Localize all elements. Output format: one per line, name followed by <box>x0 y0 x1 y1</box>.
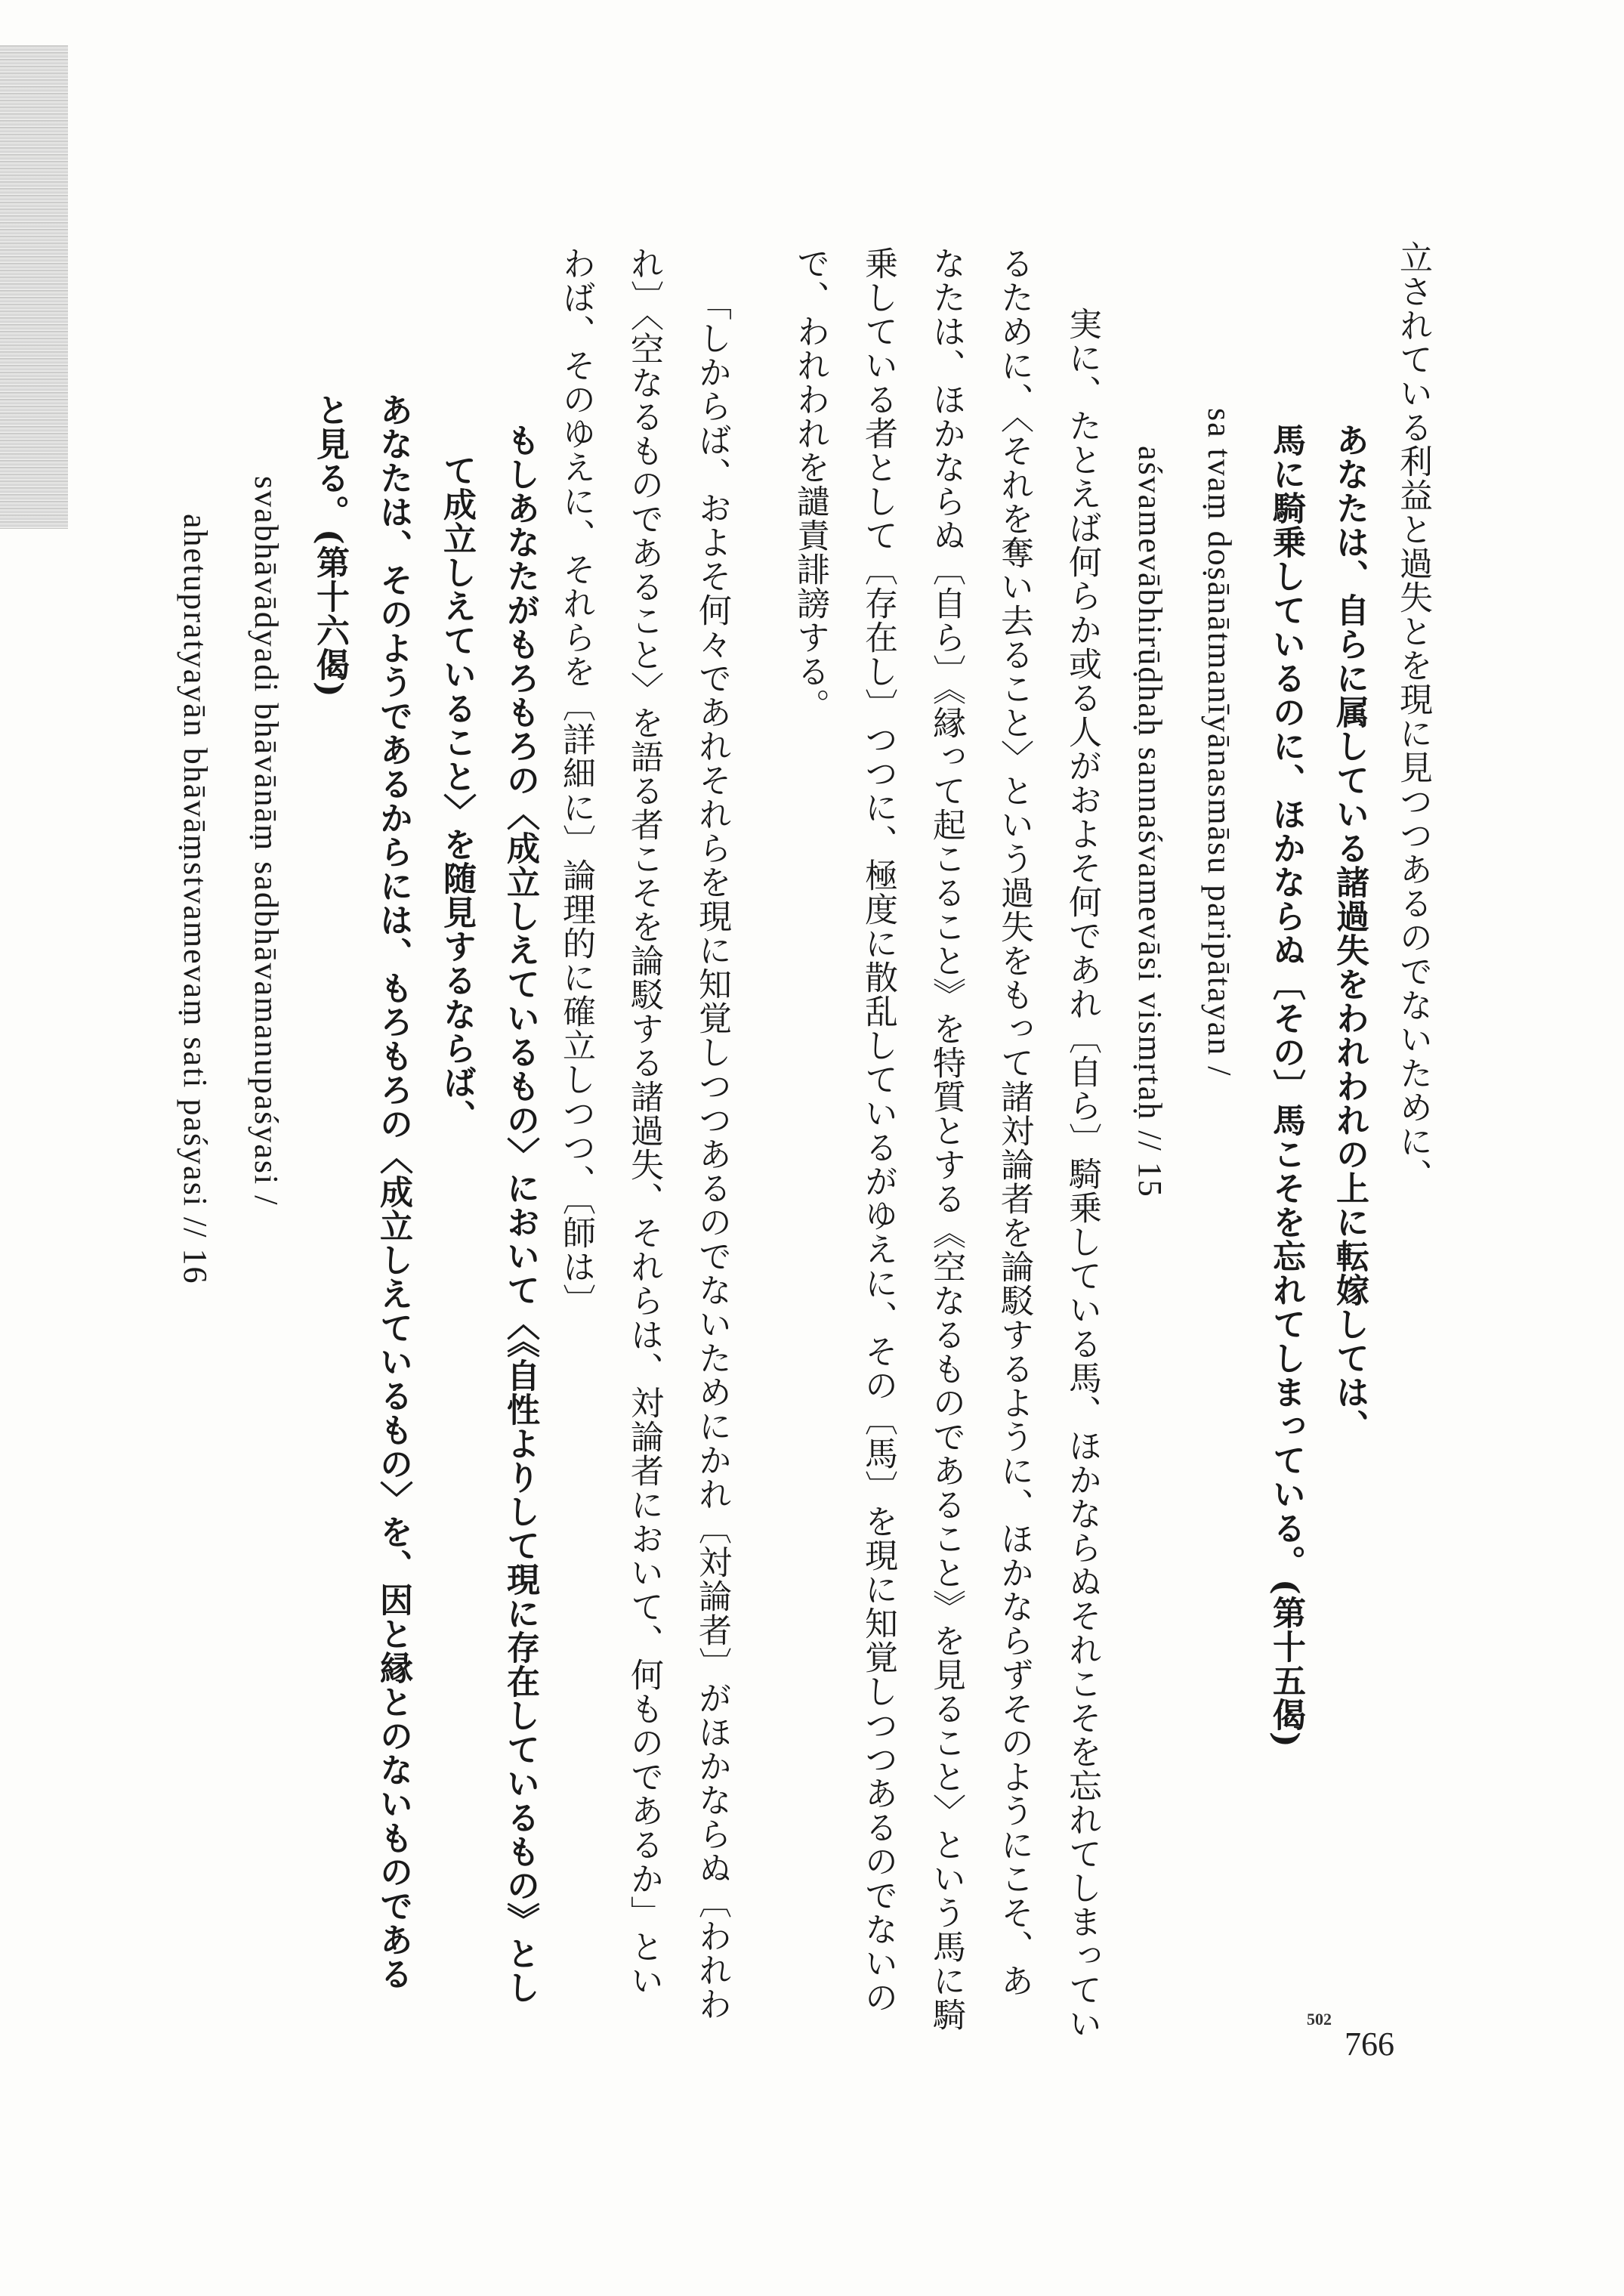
commentary-line-4: 乗している者として〔存在し〕つつに、極度に散乱しているがゆえに、その〔馬〕を現に知覚しつつあるのでないの <box>859 246 897 2014</box>
verse-16-line-2: て成立しえていること〉を随見するならば、 <box>437 453 476 1133</box>
commentary-line-6: 「しからば、およそ何々であれそれらを現に知覚しつつあるのでないためにかれ〔対論者〕がほかならぬ〔われわ <box>693 287 731 2021</box>
verse-15-line-2: 馬に騎乗しているのに、ほかならぬ〔その〕馬こそを忘れてしまっている。(第十五偈) <box>1267 423 1305 1748</box>
page-number: 766 <box>1345 2026 1394 2063</box>
sanskrit-15-line-2: aśvamevābhirūḍhaḥ sannaśvamevāsi vismṛtaḥ // 15 <box>1132 446 1169 1198</box>
commentary-line-8: わば、そのゆえに、それらを〔詳細に〕論理的に確立しつつ、〔師は〕 <box>557 246 595 1318</box>
commentary-line-2: るために、〈それを奪い去ること〉という過失をもって諸対論者を論駁するように、ほかならずそのようにこそ、あ <box>995 246 1033 1998</box>
verse-16-line-1: もしあなたがもろもろの〈成立しえているもの〉において〈《自性よりして現に存在しているもの》とし <box>501 423 539 2004</box>
sanskrit-15-line-1: sa tvaṃ doṣānātmanīyānasmāsu paripātayan / <box>1201 408 1238 1077</box>
verse-16-line-4: と見る。(第十六偈) <box>310 393 349 698</box>
commentary-line-3: なたは、ほかならぬ〔自ら〕《縁って起こること》を特質とする《空なるものであること》を見ること〉という馬に騎 <box>927 246 965 2032</box>
sanskrit-16-line-2: ahetupratyayān bhāvāṃstvamevaṃ sati paśyasi // 16 <box>177 514 214 1285</box>
text-line-1: 立されている利益と過失とを現に見つつあるのでないために、 <box>1394 240 1432 1192</box>
sanskrit-16-line-1: svabhāvādyadi bhāvānāṃ sadbhāvamanupaśyasi / <box>248 476 285 1207</box>
page-number-small: 502 <box>1307 2010 1332 2029</box>
commentary-line-7: れ〕〈空なるものであること〉を語る者こそを論駁する諸過失、それらは、対論者において、何ものであるか」とい <box>625 246 663 1998</box>
commentary-line-5: で、われわれを譴責誹謗する。 <box>791 246 829 722</box>
verse-15-line-1: あなたは、自らに属している諸過失をわれわれの上に転嫁しては、 <box>1330 423 1369 1443</box>
commentary-line-1: 実に、たとえば何らか或る人がおよそ何であれ〔自ら〕騎乗している馬、ほかならぬそれこそを忘れてしまってい <box>1063 307 1101 2041</box>
verse-16-line-3: あなたは、そのようであるからには、もろもろの〈成立しえているもの〉を、因と縁とのないものである <box>374 393 412 1991</box>
scan-edge-artifact <box>0 45 68 529</box>
